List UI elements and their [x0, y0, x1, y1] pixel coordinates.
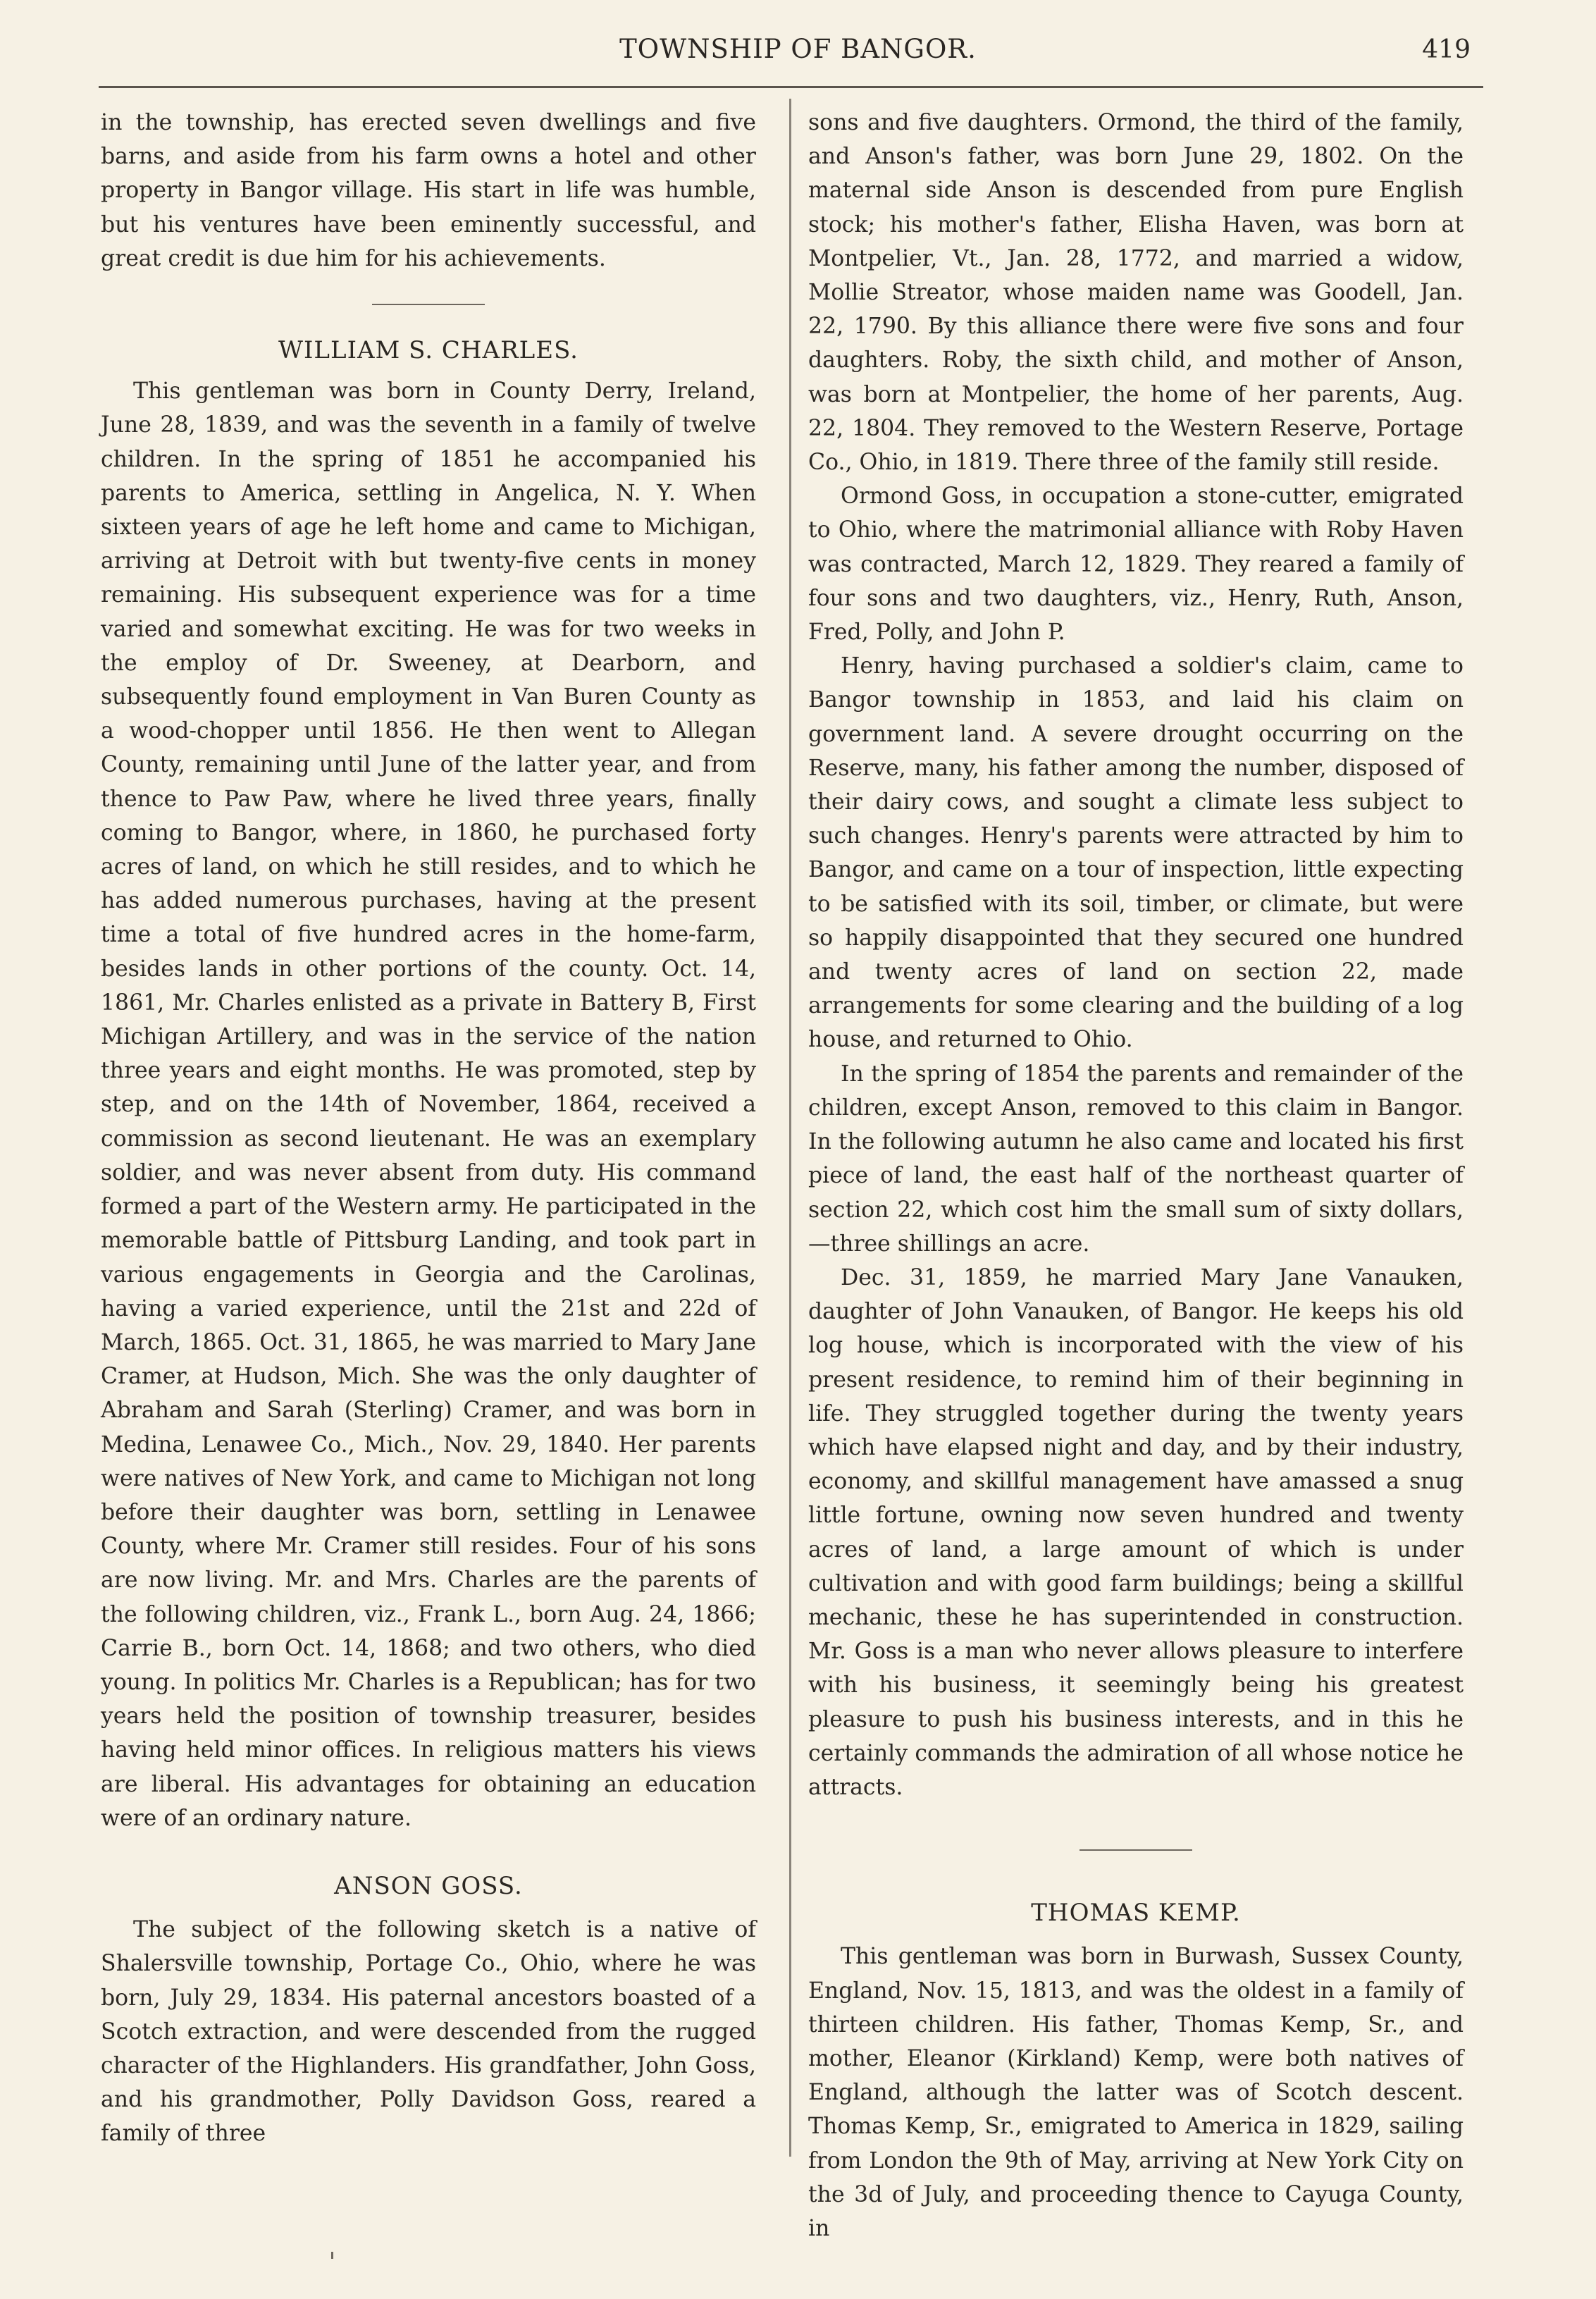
section-title-anson-goss: ANSON GOSS. [334, 1871, 523, 1900]
running-title: TOWNSHIP OF BANGOR. [619, 34, 977, 64]
goss-continued-paragraph: sons and five daughters. Ormond, the third of the family, and Anson's father, was born June 29, 1802. On the maternal side Anson is descended from pure English stock; his mother's father, Elisha Haven, was born at Montpelier, Vt., Jan. 28, 1772, and married a widow, Mollie Streator, whose maiden name was Goodell, Jan. 22, 1790. By this alliance there were five sons and four daughters. Roby, the sixth child, and mother of Anson, was born at Montpelier, the home of her parents, Aug. 22, 1804. They removed to the Western Reserve, Portage Co., Ohio, in 1819. There three of the family still reside. [808, 110, 1464, 476]
page-number: 419 [1422, 35, 1471, 64]
intro-paragraph: in the township, has erected seven dwellings and five barns, and aside from his farm owns a hotel and other property in Bangor village. His start in life was humble, but his ventures have been eminently successful, and great credit is due him for his achievements. [101, 110, 756, 271]
goss-paragraph: In the spring of 1854 the parents and remainder of the children, except Anson, removed to this claim in Bangor. In the following autumn he also came and located his first piece of land, the east half of the northeast quarter of section 22, which cost him the small sum of sixty dollars, —three shillings an acre. [808, 1061, 1464, 1257]
section-title-william-charles: WILLIAM S. CHARLES. [278, 336, 579, 365]
anson-goss-paragraph: The subject of the following sketch is a native of Shalersville township, Portage Co., Ohio, where he was born, July 29, 1834. His paternal ancestors boasted of a Scotch extraction, and were descended from the rugged character of the Highlanders. His grandfather, John Goss, and his grandmother, Polly Davidson Goss, reared a family of three [101, 1917, 756, 2147]
william-charles-paragraph: This gentleman was born in County Derry, Ireland, June 28, 1839, and was the seventh in a family of twelve children. In the spring of 1851 he accompanied his parents to America, settling in Angelica, N. Y. When sixteen years of age he left home and came to Michigan, arriving at Detroit with but twenty-five cents in money remaining. His subsequent experience was for a time varied and somewhat exciting. He was for two weeks in the employ of Dr. Sweeney, at Dearborn, and subsequently found employment in Van Buren County as a wood-chopper until 1856. He then went to Allegan County, remaining until June of the latter year, and from thence to Paw Paw, where he lived three years, finally coming to Bangor, where, in 1860, he purchased forty acres of land, on which he still resides, and to which he has added numerous purchases, having at the present time a total of five hundred acres in the home-farm, besides lands in other portions of the county. Oct. 14, 1861, Mr. Charles enlisted as a private in Battery B, First Michigan Artillery, and was in the service of the nation three years and eight months. He was promoted, step by step, and on the 14th of November, 1864, received a commission as second lieutenant. He was an exemplary soldier, and was never absent from duty. His command formed a part of the Western army. He participated in the memorable battle of Pittsburg Landing, and took part in various engagements in Georgia and the Carolinas, having a varied experience, until the 21st and 22d of March, 1865. Oct. 31, 1865, he was married to Mary Jane Cramer, at Hudson, Mich. She was the only daughter of Abraham and Sarah (Sterling) Cramer, and was born in Medina, Lenawee Co., Mich., Nov. 29, 1840. Her parents were natives of New York, and came to Michigan not long before their daughter was born, settling in Lenawee County, where Mr. Cramer still resides. Four of his sons are now living. Mr. and Mrs. Charles are the parents of the following children, viz., Frank L., born Aug. 24, 1866; Carrie B., born Oct. 14, 1868; and two others, who died young. In politics Mr. Charles is a Republican; has for two years held the position of township treasurer, besides having held minor offices. In religious matters his views are liberal. His advantages for obtaining an education were of an ordinary nature. [101, 378, 756, 1831]
goss-paragraph: Dec. 31, 1859, he married Mary Jane Vanauken, daughter of John Vanauken, of Bangor. He keeps his old log house, which is incorporated with the view of his present residence, to remind him of their beginning in life. They struggled together during the twenty years which have elapsed night and day, and by their industry, economy, and skillful management have amassed a snug little fortune, owning now seven hundred and twenty acres of land, a large amount of which is under cultivation and with good farm buildings; being a skillful mechanic, these he has superintended in construction. Mr. Goss is a man who never allows pleasure to interfere with his business, it seemingly being his greatest pleasure to push his business interests, and in this he certainly commands the admiration of all whose notice he attracts. [808, 1264, 1464, 1800]
thomas-kemp-paragraph: This gentleman was born in Burwash, Sussex County, England, Nov. 15, 1813, and was the oldest in a family of thirteen children. His father, Thomas Kemp, Sr., and mother, Eleanor (Kirkland) Kemp, were both natives of England, although the latter was of Scotch descent. Thomas Kemp, Sr., emigrated to America in 1829, sailing from London the 9th of May, arriving at New York City on the 3d of July, and proceeding thence to Cayuga County, in [808, 1944, 1464, 2241]
stray-ink-mark [331, 2252, 333, 2259]
goss-paragraph: Henry, having purchased a soldier's claim, came to Bangor township in 1853, and laid his claim on government land. A severe drought occurring on the Reserve, many, his father among the number, disposed of their dairy cows, and sought a climate less subject to such changes. Henry's parents were attracted by him to Bangor, and came on a tour of inspection, little expecting to be satisfied with its soil, timber, or climate, but were so happily disappointed that they secured one hundred and twenty acres of land on section 22, made arrangements for some clearing and the building of a log house, and returned to Ohio. [808, 653, 1464, 1053]
right-column [808, 106, 1464, 2245]
column-divider [789, 99, 791, 2157]
page-header [0, 34, 1596, 76]
goss-paragraph: Ormond Goss, in occupation a stone-cutter, emigrated to Ohio, where the matrimonial alliance with Roby Haven was contracted, March 12, 1829. They reared a family of four sons and two daughters, viz., Henry, Ruth, Anson, Fred, Polly, and John P. [808, 483, 1464, 646]
header-rule [99, 86, 1483, 88]
left-column [101, 106, 756, 2151]
section-separator [1080, 1849, 1192, 1851]
section-separator [372, 304, 485, 305]
section-title-thomas-kemp: THOMAS KEMP. [1031, 1899, 1241, 1928]
